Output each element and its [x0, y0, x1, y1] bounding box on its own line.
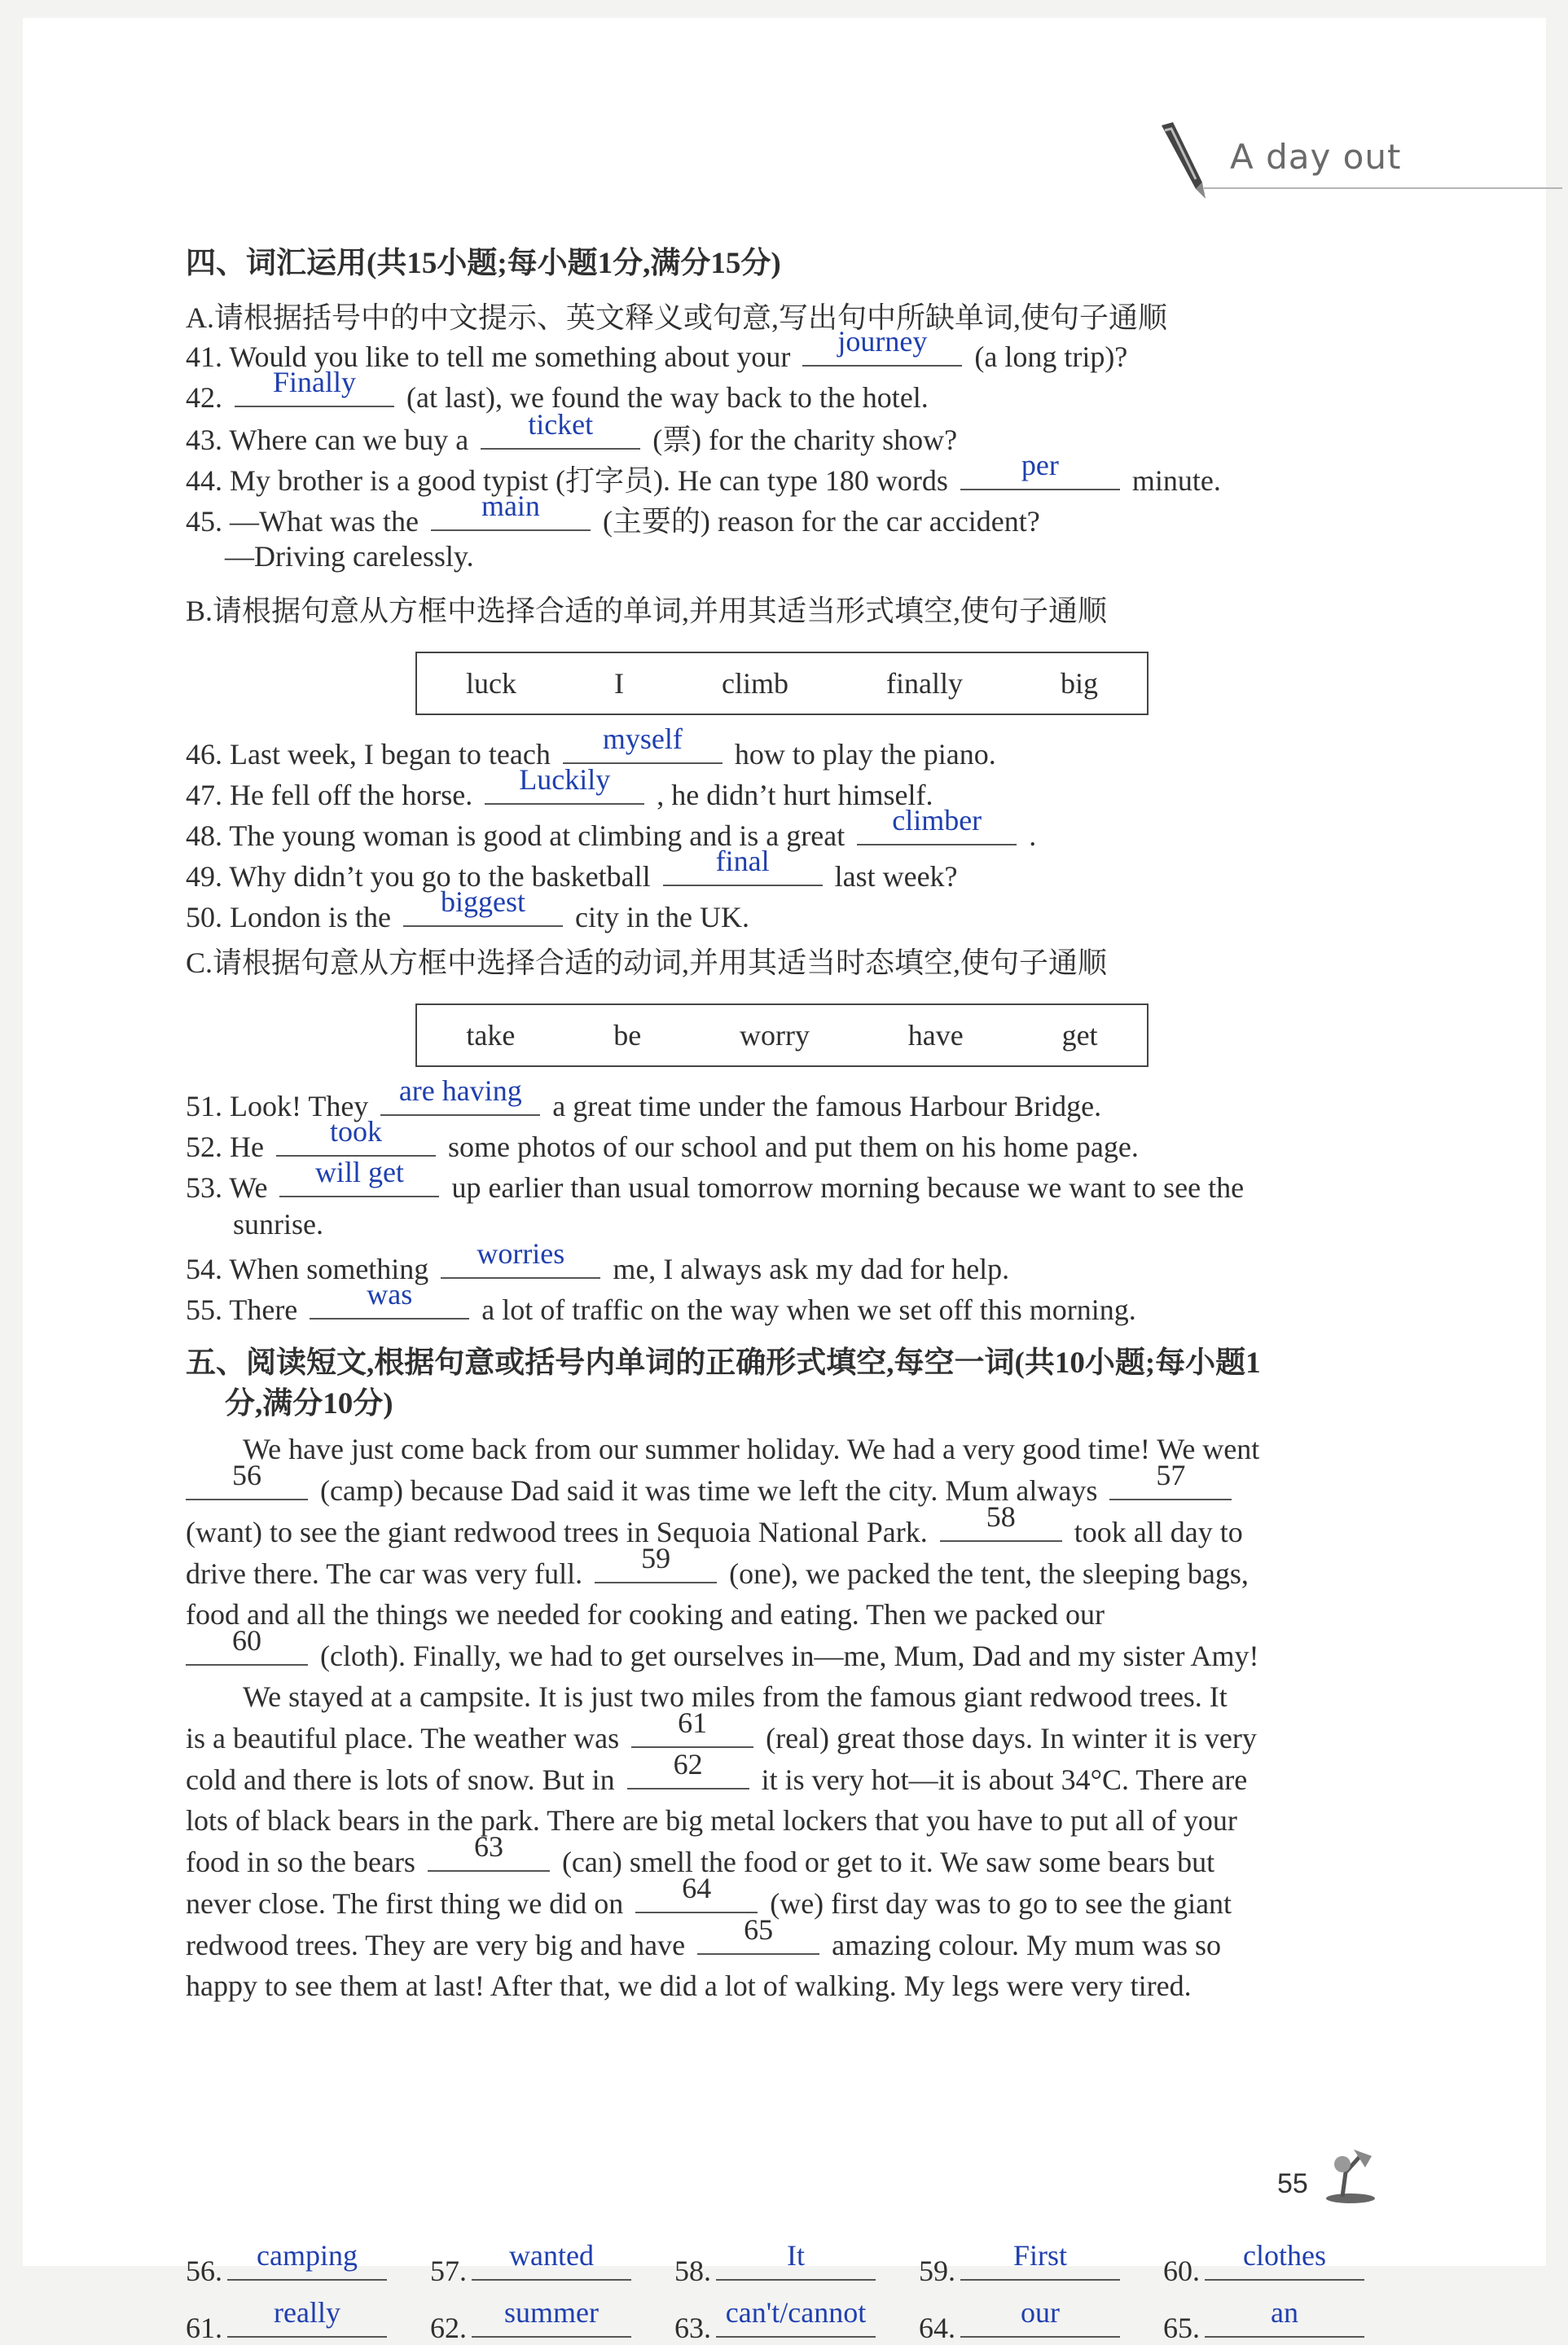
gap-62: 62 [627, 1759, 749, 1789]
answer-blank: an [1205, 2307, 1364, 2338]
word-box-item: finally [885, 667, 963, 700]
word-box-item: worry [739, 1019, 810, 1052]
answer-blank: will get [279, 1166, 439, 1197]
question-49: 49. Why didn’t you go to the basketball final last week? [186, 845, 958, 893]
section-4-title: 四、词汇运用(共15小题;每小题1分,满分15分) [186, 247, 781, 280]
answer-cell: 59. First [919, 2250, 1163, 2288]
word-box-item: get [1061, 1019, 1098, 1052]
section-5-title: 五、阅读短文,根据句意或括号内单词的正确形式填空,每空一词(共10小题;每小题1 [186, 1346, 1261, 1380]
part-a-instruction: A.请根据括号中的中文提示、英文释义或句意,写出句中所缺单词,使句子通顺 [186, 301, 1167, 334]
worksheet-page [23, 18, 1546, 2344]
answer-cell: 62. summer [430, 2307, 674, 2345]
passage-line: never close. The first thing we did on 64 (we) first day was to go to see the giant [186, 1872, 1232, 1920]
answer-blank: journey [802, 336, 962, 367]
passage-line: food in so the bears 63 (can) smell the food or get to it. We saw some bears but [186, 1830, 1215, 1878]
answer-blank: summer [472, 2307, 631, 2338]
part-b-instruction: B.请根据句意从方框中选择合适的单词,并用其适当形式填空,使句子通顺 [186, 595, 1108, 627]
gap-56: 56 [186, 1469, 308, 1500]
answer-blank: myself [563, 733, 723, 764]
answer-blank: was [310, 1289, 469, 1320]
answer-cell: 60. clothes [1163, 2250, 1399, 2288]
word-box-item: climb [721, 667, 788, 700]
header-rule [1204, 187, 1562, 189]
answer-row-1 [186, 2239, 1399, 2288]
word-box-item: have [907, 1019, 964, 1052]
answer-blank: our [960, 2307, 1120, 2338]
passage-line: We have just come back from our summer holiday. We had a very good time! We went [243, 1433, 1260, 1465]
answer-cell: 64. our [919, 2307, 1163, 2345]
question-55: 55. There was a lot of traffic on the way when we set off this morning. [186, 1278, 1136, 1326]
answer-row-2 [186, 2296, 1399, 2345]
passage-line: lots of black bears in the park. There are big metal lockers that you have to put all of your [186, 1804, 1237, 1837]
question-42: 42. Finally (at last), we found the way back to the hotel. [186, 366, 929, 414]
gap-63: 63 [428, 1841, 550, 1872]
answer-blank: climber [857, 815, 1017, 845]
answer-cell: 63. can't/cannot [674, 2307, 919, 2345]
passage-line: redwood trees. They are very big and have 65 amazing colour. My mum was so [186, 1913, 1222, 1961]
question-43: 43. Where can we buy a ticket (票) for the charity show? [186, 408, 958, 456]
word-box-c [415, 1003, 1149, 1067]
passage-line: 60 (cloth). Finally, we had to get ourselves in—me, Mum, Dad and my sister Amy! [186, 1635, 1391, 1676]
answer-blank: took [276, 1126, 436, 1157]
question-50: 50. London is the biggest city in the UK. [186, 885, 749, 933]
answer-blank: Finally [235, 376, 394, 407]
answer-blank: worries [441, 1248, 600, 1279]
answer-blank: final [663, 855, 823, 886]
gap-64: 64 [635, 1882, 758, 1913]
word-box-item: luck [466, 667, 516, 700]
unit-title: A day out [1230, 137, 1402, 177]
question-52: 52. He took some photos of our school and put them on his home page. [186, 1115, 1139, 1163]
word-box-item: take [466, 1019, 516, 1052]
answer-blank: biggest [403, 896, 563, 927]
question-53: 53. We will get up earlier than usual tomorrow morning because we want to see the [186, 1156, 1245, 1204]
part-c-instruction: C.请根据句意从方框中选择合适的动词,并用其适当时态填空,使句子通顺 [186, 946, 1108, 979]
desk-lamp-icon [1318, 2140, 1383, 2205]
answer-cell: 58. It [674, 2250, 919, 2288]
answer-cell: 61. really [186, 2307, 430, 2345]
gap-58: 58 [940, 1511, 1062, 1542]
question-41: 41. Would you like to tell me something about your journey (a long trip)? [186, 325, 1128, 373]
question-44: 44. My brother is a good typist (打字员). He can type 180 words per minute. [186, 449, 1221, 497]
passage-line: (want) to see the giant redwood trees in Sequoia National Park. 58 took all day to [186, 1500, 1243, 1548]
answer-blank: clothes [1205, 2250, 1364, 2281]
word-box-b [415, 652, 1149, 715]
answer-blank: First [960, 2250, 1120, 2281]
answer-blank: can't/cannot [716, 2307, 876, 2338]
question-54: 54. When something worries me, I always ask my dad for help. [186, 1237, 1010, 1285]
reading-passage [186, 1429, 1391, 2006]
page-header [1155, 122, 1568, 204]
answer-blank: main [431, 500, 591, 531]
word-box-item: be [613, 1019, 642, 1052]
section-5-title-cont: 分,满分10分) [225, 1387, 393, 1421]
passage-line: cold and there is lots of snow. But in 62 it is very hot—it is about 34°C. There are [186, 1748, 1248, 1796]
question-46: 46. Last week, I began to teach myself how to play the piano. [186, 722, 996, 771]
word-box-item: I [613, 667, 624, 700]
question-51: 51. Look! They are having a great time under the famous Harbour Bridge. [186, 1074, 1102, 1122]
passage-line: is a beautiful place. The weather was 61 (real) great those days. In winter it is very [186, 1706, 1257, 1754]
answer-blank: Luckily [485, 774, 644, 805]
word-box-item: big [1060, 667, 1098, 700]
gap-59: 59 [595, 1552, 717, 1583]
answer-blank: ticket [481, 419, 640, 450]
answer-cell: 65. an [1163, 2307, 1399, 2345]
question-47: 47. He fell off the horse. Luckily , he didn’t hurt himself. [186, 763, 933, 811]
passage-line: We stayed at a campsite. It is just two miles from the famous giant redwood trees. It [243, 1680, 1228, 1713]
question-45: 45. —What was the main (主要的) reason for the car accident? [186, 490, 1040, 538]
gap-65: 65 [697, 1924, 819, 1955]
question-45-reply: —Driving carelessly. [225, 540, 474, 573]
passage-line: food and all the things we needed for cooking and eating. Then we packed our [186, 1598, 1105, 1631]
answer-blank: It [716, 2250, 876, 2281]
answer-cell: 56. camping [186, 2250, 430, 2288]
page-number: 55 [1277, 2168, 1308, 2199]
answer-blank: really [227, 2307, 387, 2338]
passage-line: drive there. The car was very full. 59 (one), we packed the tent, the sleeping bags, [186, 1542, 1249, 1590]
gap-60: 60 [186, 1635, 308, 1666]
passage-line: happy to see them at last! After that, we did a lot of walking. My legs were very tired. [186, 1970, 1192, 2002]
answer-blank: camping [227, 2250, 387, 2281]
question-48: 48. The young woman is good at climbing and is a great climber . [186, 804, 1037, 852]
answer-blank: per [960, 459, 1120, 490]
gap-57: 57 [1109, 1469, 1232, 1500]
answer-blank: are having [380, 1085, 540, 1116]
passage-line: 56 (camp) because Dad said it was time we left the city. Mum always 57 [186, 1469, 1391, 1511]
question-53-continuation: sunrise. [233, 1208, 323, 1241]
answer-cell: 57. wanted [430, 2250, 674, 2288]
gap-61: 61 [631, 1717, 753, 1748]
answer-blank: wanted [472, 2250, 631, 2281]
